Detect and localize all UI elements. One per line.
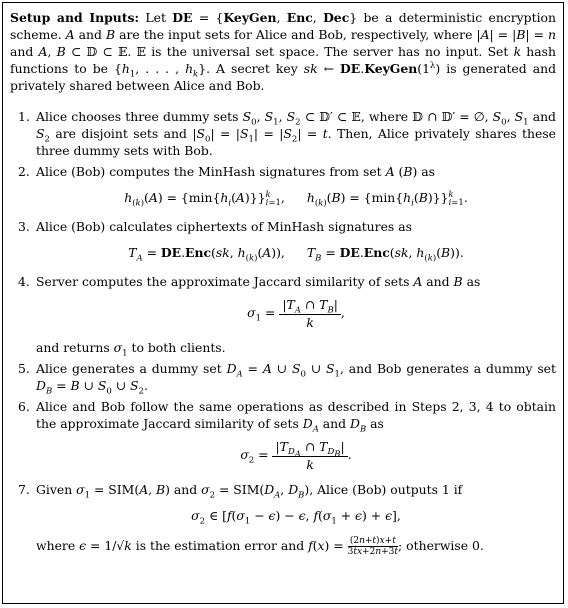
step-1: 1. Alice chooses three dummy sets $S_0$, $S_1$, $S_2$ ⊂ 𝔻′ ⊂ 𝔼, where 𝔻 ∩ 𝔻′ = ∅, $S_0$, $S_1$ and $S_2$ are disjoint sets and $|S_0| = |S_1| = |S_2| = t$. Then, Alice privately shares these three dummy sets with Bob. (18, 109, 557, 158)
step-5: 5. Alice generates a dummy set $D_A = A$ ∪ $S_0$ ∪ $S_1$, and Bob generates a dummy set $D_B = B$ ∪ $S_0$ ∪ $S_2$. (18, 361, 556, 397)
output-condition-equation: $\sigma_2$ ∈ [$f(\sigma_1 - \epsilon) - \epsilon$, $f(\sigma_1 + \epsilon) + \epsilon$], (191, 508, 401, 527)
sigma1-equation: $\sigma_1$ = $\frac{|T_A \cap T_B|}{k}$ , (247, 297, 345, 330)
steps-list (10, 108, 556, 557)
ciphertext-equation: $T_A = DE.Enc(sk$, $h_{(k)}(A)$), $T_B = DE.Enc(sk$, $h_{(k)}(B)$). (128, 245, 464, 264)
step-3: 3. Alice (Bob) calculates ciphertexts of MinHash signatures as $T_A = DE.Enc(sk$, $h_{(k)}(A)$), $T_B = DE.Enc(sk$, $h_{(k)}(B)$). (10, 218, 556, 261)
step-4: 4. Server computes the approximate Jaccard similarity of sets A and B as $\sigma_1$ = $\frac{|T_A \cap T_B|}{k}$ , and returns $\sigma_1$ to both clients. (10, 273, 556, 356)
step-7: 7. Given $\sigma_1 = SIM(A$, B) and $\sigma_2 = SIM(D_A$, $D_B$), Alice (Bob) outputs 1 if $\sigma_2$ ∈ [$f(\sigma_1 - \epsilon) - \epsilon$, $f(\sigma_1 + \epsilon) + \epsilon$], where ϵ = 1/√k is the estimation error and f(x) = $\frac{(2n+t)x+t}{3tx+2n+3t}$ ; otherwise 0. (10, 481, 556, 557)
step-6: 6. Alice and Bob follow the same operations as described in Steps 2, 3, 4 to obtain the approximate Jaccard similarity of sets $D_A$ and $D_B$ as $\sigma_2$ = $\frac{|T_{D_A} \cap T_{D_B}|}{k}$ . (18, 399, 556, 472)
step-2: 2. Alice (Bob) computes the MinHash signatures from set A (B) as $h_{(k)}(A) = \{\min\{h_i(A)\}\}^k_{i=1}$, $h_{(k)}(B) = \{\min\{h_i(B)\}\}^k_{i=1}$. (10, 163, 556, 206)
sigma2-equation: $\sigma_2$ = $\frac{|T_{D_A} \cap T_{D_B}|}{k}$ . (240, 439, 352, 472)
protocol-box (2, 2, 564, 604)
setup-heading: Setup and Inputs: (10, 10, 140, 25)
minhash-equation: $h_{(k)}(A) = \{\min\{h_i(A)\}\}^k_{i=1}$, $h_{(k)}(B) = \{\min\{h_i(B)\}\}^k_{i=1}$. (124, 189, 468, 209)
setup-paragraph: Setup and Inputs: Let DE = {KeyGen, Enc, Dec} be a deterministic encryption scheme. A and B are the input sets for Alice and Bob, respectively, where |A| = |B| = n and A, B ⊂ 𝔻 ⊂ 𝔼. 𝔼 is the universal set space. The server has no input. Set k hash functions to be {$h_1$, . . . , $h_k$}. A secret key sk ← $DE.KeyGen(1^\lambda)$ is generated and privately shared between Alice and Bob. (10, 10, 557, 93)
